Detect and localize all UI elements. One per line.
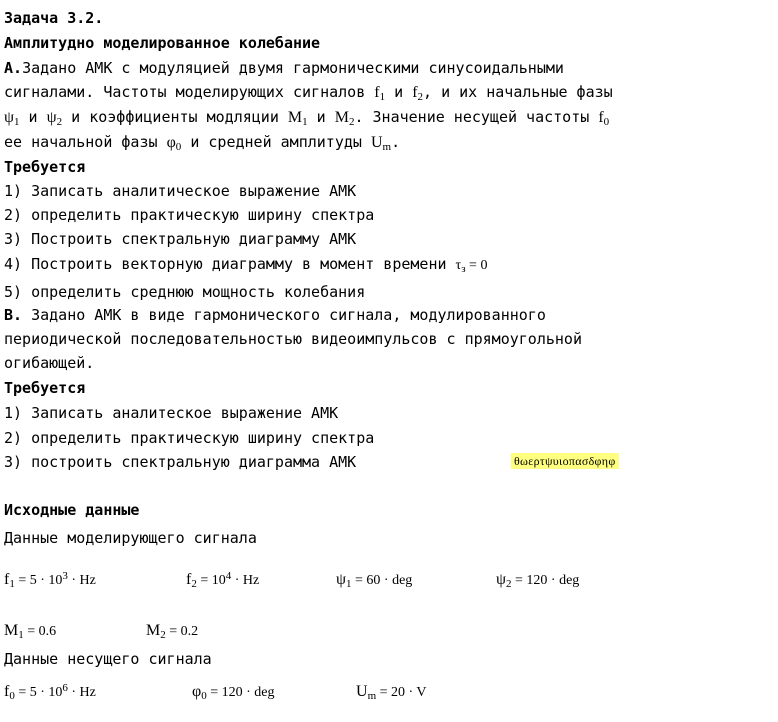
part-a-line-2: сигналами. Частоты моделирующих сигналов $f_1$ и $f_2$, и их начальные фазы (4, 83, 613, 103)
part-b-required-heading: Требуется (4, 379, 86, 397)
part-b-line-3: огибающей. (4, 354, 95, 372)
part-a-line-3: $\psi_1$ и $\psi_2$ и коэффициенты модляции $M_1$ и $M_2$. Значение несущей частоты $f_0$ (4, 108, 610, 128)
task-number: Задача 3.2. (4, 9, 104, 27)
part-a-item-3: 3) Построить спектральную диаграмму АМК (4, 230, 357, 248)
source-data-heading: Исходные данные (4, 501, 140, 519)
part-a-line-1: А.Задано АМК с модуляцией двумя гармоническими синусоидальными (4, 59, 564, 77)
part-b-marker: В. (4, 306, 23, 324)
part-b-item-1: 1) Записать аналитеское выражение АМК (4, 404, 339, 422)
equation-M2: $M_2 = 0.2$ (146, 622, 199, 641)
part-a-required-heading: Требуется (4, 158, 86, 176)
symbol-tau: $\tau_з = 0$ (455, 258, 488, 275)
symbol-psi1: $\psi_1$ (4, 109, 20, 128)
equation-f2: $f_2 = 10^4 \cdot Hz$ (186, 570, 260, 590)
equation-Um: $U_m = 20 \cdot V$ (356, 683, 427, 702)
part-a-item-2: 2) определить практическую ширину спектра (4, 206, 375, 224)
equation-phi0: $\varphi_0 = 120$ · deg (192, 683, 275, 702)
equation-M1: $M_1 = 0.6$ (4, 622, 57, 641)
symbol-psi2: $\psi_2$ (46, 109, 63, 128)
symbol-phi0: $\varphi_0$ (166, 134, 182, 153)
modulating-signal-label: Данные моделирующего сигнала (4, 529, 257, 547)
part-b-line-2: периодической последовательностью видеоимпульсов с прямоугольной (4, 330, 582, 348)
part-a-line-4: ее начальной фазы $\varphi_0$ и средней амплитуды $U_m$. (4, 133, 401, 153)
symbol-f0: $f_0$ (598, 109, 610, 128)
part-b-line-1: В. Задано АМК в виде гармонического сигнала, модулированного (4, 306, 546, 324)
part-b-item-3: 3) построить спектральную диаграмма АМК (4, 453, 357, 471)
equation-f1: $f_1 = 5 \cdot 10^3 \cdot Hz$ (4, 570, 96, 590)
symbol-f2: $f_2$ (412, 84, 424, 103)
part-a-item-4: 4) Построить векторную диаграмму в момент времени $\tau_з = 0$ (4, 255, 488, 275)
equation-f0: $f_0 = 5 \cdot 10^6 \cdot Hz$ (4, 682, 96, 702)
part-a-marker: А. (4, 59, 23, 77)
symbol-Um: $U_m$ (370, 134, 392, 153)
equation-psi1: $\psi_1 = 60$ · deg (336, 571, 413, 590)
highlighted-greek-text: θωερτψυιοπασδφηφ (511, 453, 619, 469)
equation-psi2: $\psi_2 = 120$ · deg (496, 571, 580, 590)
part-a-item-1: 1) Записать аналитическое выражение АМК (4, 182, 357, 200)
part-b-item-2: 2) определить практическую ширину спектра (4, 429, 375, 447)
part-a-item-5: 5) определить среднюю мощность колебания (4, 283, 366, 301)
symbol-M1: $M_1$ (287, 109, 308, 128)
symbol-f1: $f_1$ (374, 84, 386, 103)
task-title: Амплитудно моделированное колебание (4, 34, 321, 52)
carrier-signal-label: Данные несущего сигнала (4, 650, 212, 668)
symbol-M2: $M_2$ (334, 109, 355, 128)
